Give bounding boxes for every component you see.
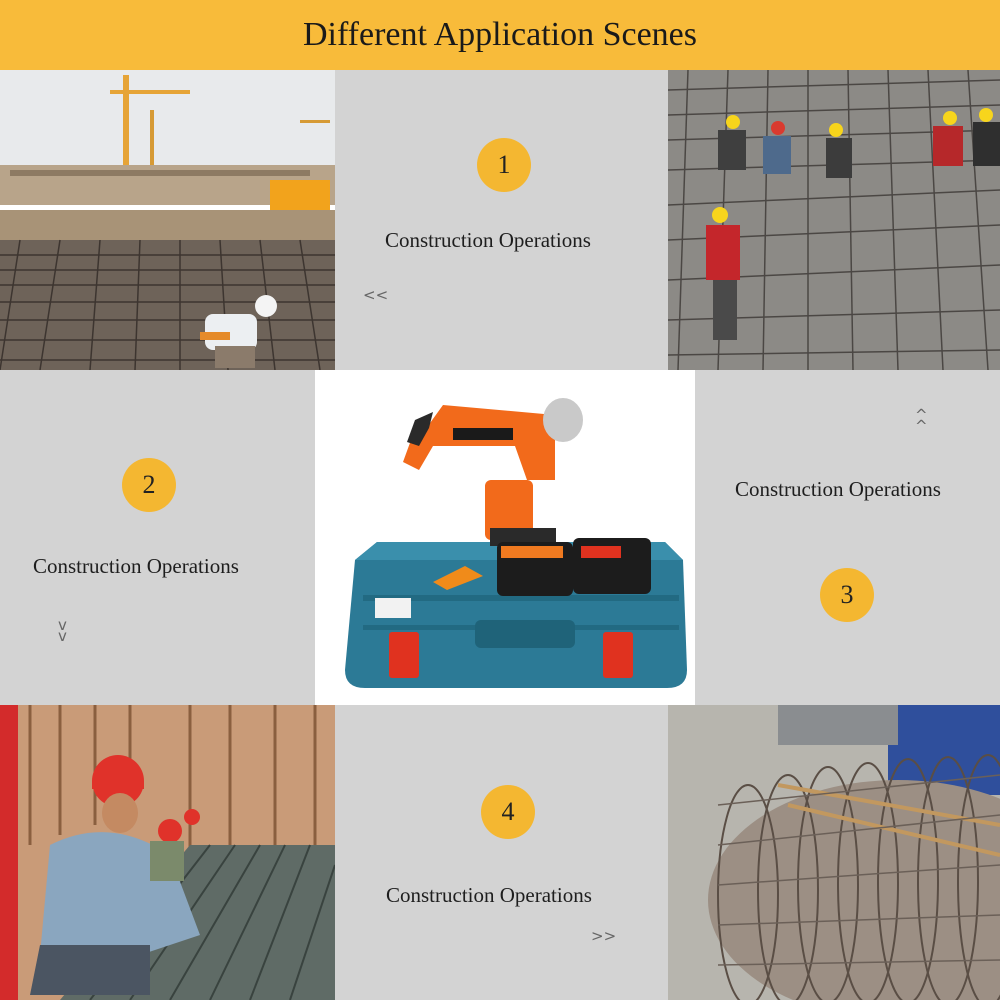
rebar-tying-tool-product-photo: [315, 370, 695, 705]
page-title: Different Application Scenes: [302, 16, 698, 53]
scene-4-arrow-icon: >>: [591, 927, 617, 945]
scene-3-arrow-icon: ^ ^: [915, 406, 928, 435]
scene-1-number-badge: 1: [477, 138, 531, 192]
scene-4-label: Construction Operations: [386, 883, 592, 907]
scene-2-arrow-icon: v v: [58, 616, 67, 645]
scene-1-label: Construction Operations: [385, 228, 591, 252]
scene-3-label: Construction Operations: [735, 477, 941, 501]
scene-2-label: Construction Operations: [33, 554, 239, 578]
rebar-workers-photo: [668, 70, 1000, 370]
construction-site-photo: [0, 70, 335, 370]
scene-4-number-badge: 4: [481, 785, 535, 839]
scene-3-panel: [695, 370, 1000, 705]
scene-3-number-badge: 3: [820, 568, 874, 622]
scene-2-panel: [0, 370, 315, 705]
scene-1-arrow-icon: <<: [363, 286, 389, 304]
header-banner: [0, 0, 1000, 70]
scene-4-panel: [335, 705, 668, 1000]
scene-1-panel: [335, 70, 668, 370]
worker-tying-rebar-photo: [0, 705, 335, 1000]
scene-2-number-badge: 2: [122, 458, 176, 512]
rebar-cage-photo: [668, 705, 1000, 1000]
